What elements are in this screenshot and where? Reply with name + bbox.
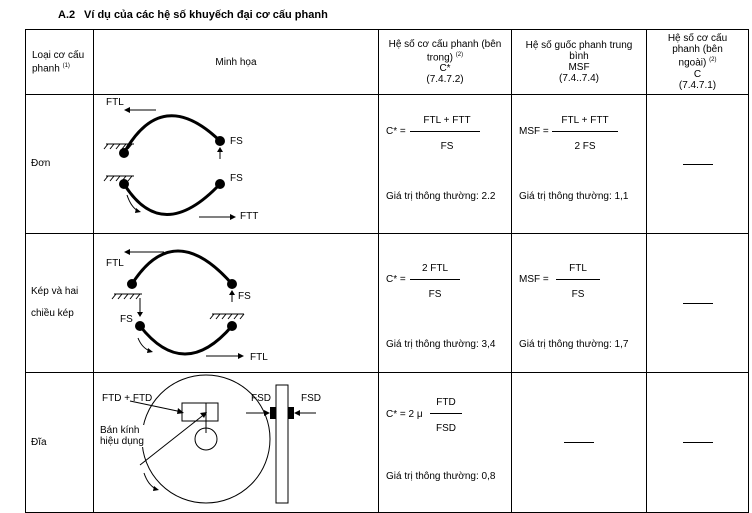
label-ftt: FTT [240, 211, 259, 222]
header-type [26, 30, 94, 95]
header-msf-symbol: MSF [568, 62, 590, 73]
label-ftd-sum: FTD + FTD [102, 393, 153, 404]
header-external-line3: ngoài) [678, 57, 707, 69]
illustration-disc [94, 373, 379, 513]
header-internal-ref: (7.4.7.2) [426, 74, 464, 86]
label-fs: FS [238, 291, 251, 302]
msf-simplex [512, 95, 647, 234]
section-heading [58, 9, 328, 21]
table-row [26, 95, 749, 234]
formula-denominator: FS [571, 289, 585, 300]
fraction-bar [552, 131, 618, 132]
empty-dash [683, 164, 713, 165]
illustration-simplex [94, 95, 379, 234]
fraction-bar [410, 131, 480, 132]
label-fs: FS [230, 173, 243, 184]
label-fsd: FSD [251, 393, 271, 404]
label-ftl: FTL [250, 352, 268, 363]
header-msf-ref: (7.4..7.4) [558, 73, 600, 84]
label-effective-radius: Bán kính hiệu dụng [100, 425, 144, 447]
formula-denominator: 2 FS [574, 141, 596, 152]
formula-numerator: FTD [436, 397, 456, 408]
external-factor-disc [647, 373, 749, 513]
typical-value: Giá trị thông thường: 0,8 [386, 471, 496, 482]
empty-dash [683, 442, 713, 443]
row-label-line2: chiều kép [31, 308, 74, 319]
header-external-line2: phanh (bên [672, 44, 723, 56]
external-factor-simplex [647, 95, 749, 234]
external-factor-duplex [647, 234, 749, 373]
header-row [26, 30, 749, 95]
typical-value: Giá trị thông thường: 3,4 [386, 339, 496, 350]
row-label-text: Đĩa [31, 436, 47, 448]
empty-dash [683, 303, 713, 304]
duplex-brake-diagram [94, 234, 379, 369]
note-marker: (2) [709, 57, 717, 64]
table-row [26, 234, 749, 373]
header-internal-line1: Hệ số cơ cấu phanh (bên [388, 38, 502, 50]
brake-factor-table [25, 29, 749, 513]
header-internal [379, 30, 512, 95]
fraction-bar [410, 279, 460, 280]
note-marker: (1) [62, 62, 70, 69]
row-label-disc [26, 373, 94, 513]
msf-disc [512, 373, 647, 513]
label-ftl: FTL [106, 97, 124, 108]
label-fs: FS [120, 314, 133, 325]
header-illustration-label: Minh họa [215, 56, 257, 68]
row-label-duplex [26, 234, 94, 373]
formula-numerator: FTL [569, 263, 587, 274]
formula-lhs: C* = [386, 126, 406, 137]
formula-lhs: MSF = [519, 274, 549, 285]
header-msf-line2: bình [569, 51, 589, 62]
fraction-bar [556, 279, 600, 280]
header-internal-line2: trong) [426, 52, 453, 64]
label-ftl: FTL [106, 258, 124, 269]
header-external-line1: Hệ số cơ cấu [667, 33, 728, 45]
section-title: Ví dụ của các hệ số khuyếch đại cơ cấu phanh [84, 9, 328, 21]
header-illustration [94, 30, 379, 95]
header-external-ref: (7.4.7.1) [678, 79, 717, 91]
formula-lhs: C* = [386, 274, 406, 285]
msf-duplex [512, 234, 647, 373]
fraction-bar [430, 413, 462, 414]
section-number: A.2 [58, 9, 76, 21]
row-label-simplex [26, 95, 94, 234]
row-label-line1: Kép và hai [31, 286, 79, 297]
formula-denominator: FS [440, 141, 454, 152]
formula-lhs: C* = 2 μ [386, 409, 423, 420]
formula-numerator: 2 FTL [421, 263, 449, 274]
table-row [26, 373, 749, 513]
label-fs: FS [230, 136, 243, 147]
label-fsd: FSD [301, 393, 321, 404]
internal-factor-simplex [379, 95, 512, 234]
header-type-line2: phanh [32, 63, 60, 75]
typical-value: Giá trị thông thường: 1,1 [519, 191, 629, 202]
header-msf-line1: Hệ số guốc phanh trung [525, 40, 633, 51]
formula-denominator: FSD [436, 423, 456, 434]
header-external [647, 30, 749, 95]
internal-factor-duplex [379, 234, 512, 373]
header-msf [512, 30, 647, 95]
header-internal-symbol: C* [439, 63, 451, 75]
simplex-brake-diagram [94, 95, 379, 230]
formula-numerator: FTL + FTT [423, 115, 471, 126]
internal-factor-disc [379, 373, 512, 513]
typical-value: Giá trị thông thường: 2.2 [386, 191, 496, 202]
header-external-symbol: C [693, 68, 702, 80]
illustration-duplex [94, 234, 379, 373]
note-marker: (2) [455, 51, 464, 58]
header-type-line1: Loại cơ cấu [32, 49, 85, 61]
empty-dash [564, 442, 594, 443]
formula-lhs: MSF = [519, 126, 549, 137]
typical-value: Giá trị thông thường: 1,7 [519, 339, 629, 350]
row-label-text: Đơn [31, 158, 51, 169]
formula-numerator: FTL + FTT [561, 115, 609, 126]
formula-denominator: FS [428, 289, 442, 300]
